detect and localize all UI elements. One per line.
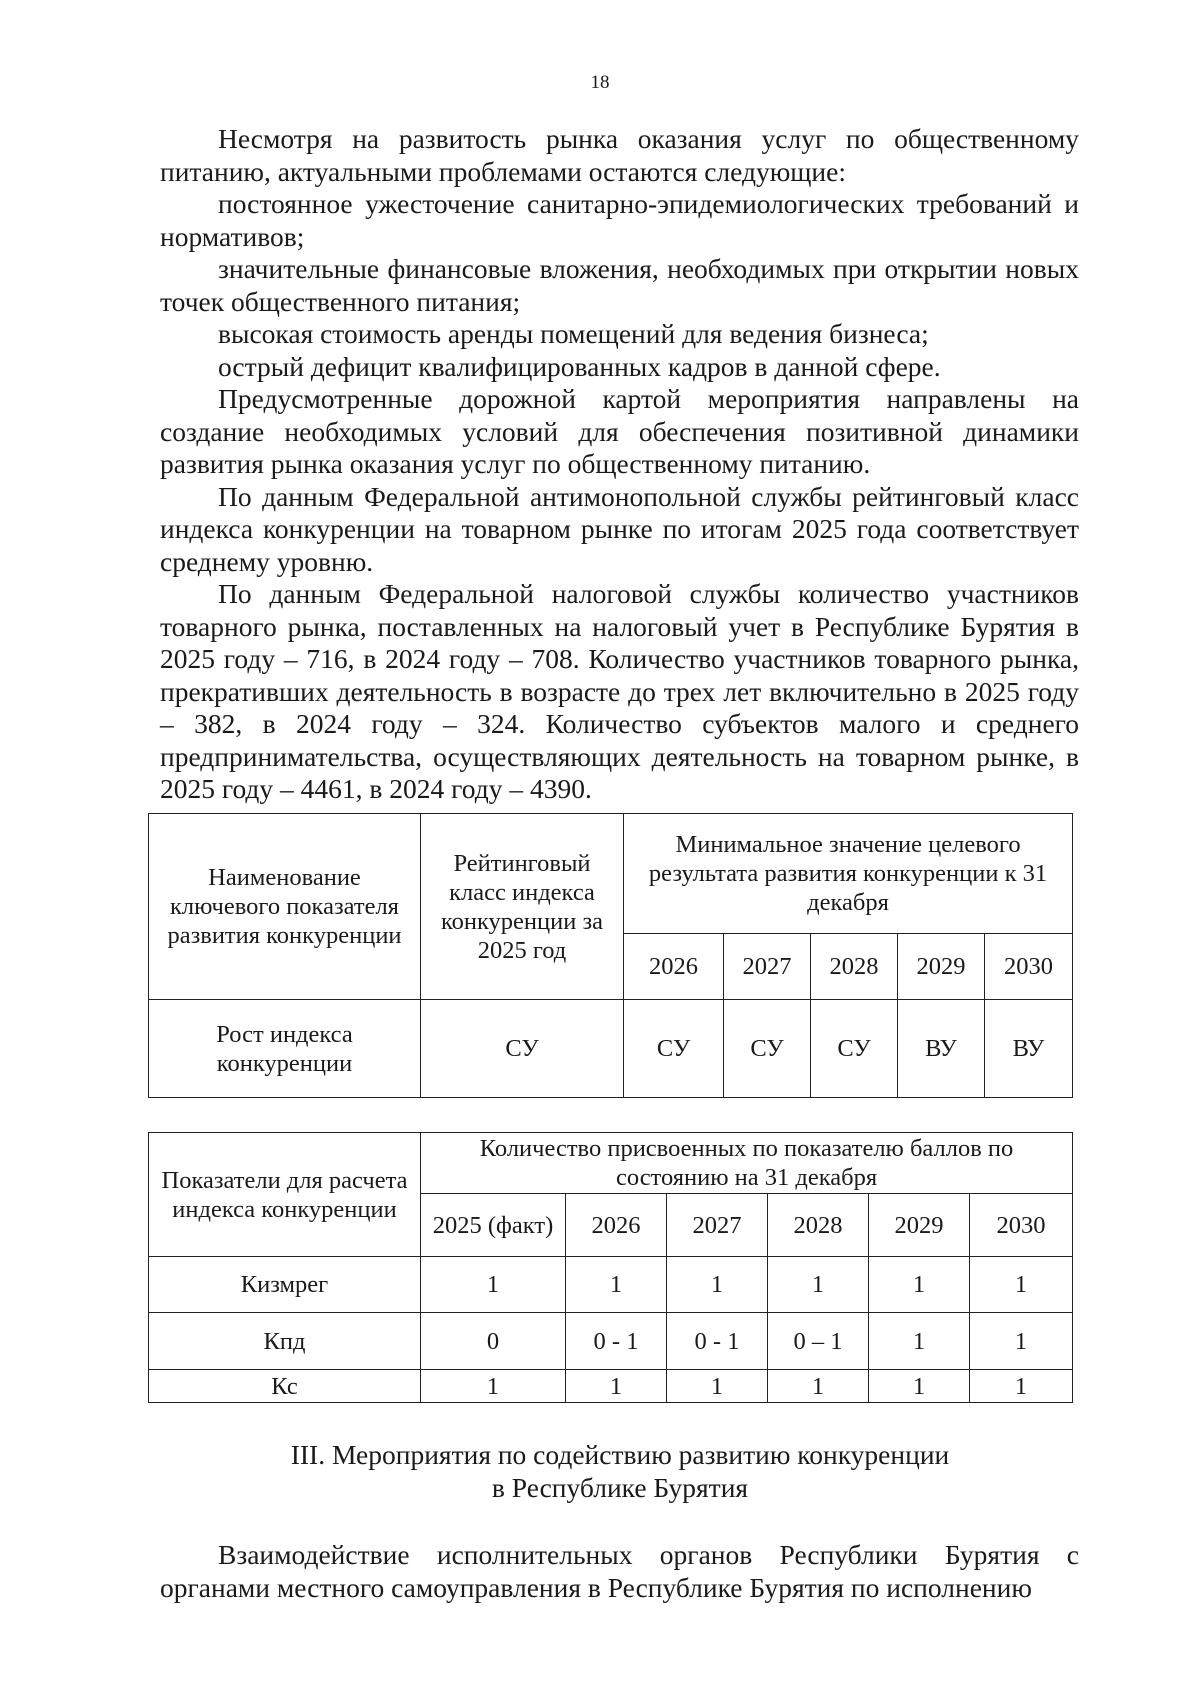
competition-index-points-table <box>148 1132 1073 1403</box>
value-cell: 1 <box>421 1257 566 1313</box>
value-cell: 1 <box>869 1313 970 1370</box>
table-row <box>149 1257 1073 1313</box>
paragraph: Взаимодействие исполнительных органов Республики Бурятия с органами местного самоуправления в Республике Бурятия по исполнению <box>160 1539 1079 1603</box>
value-cell: 1 <box>869 1257 970 1313</box>
year-header: 2026 <box>566 1194 667 1257</box>
value-cell: 1 <box>566 1257 667 1313</box>
value-cell: СУ <box>624 1000 724 1098</box>
table-header-cell: Наименование ключевого показателя развития конкуренции <box>149 814 421 1000</box>
value-cell: СУ <box>724 1000 811 1098</box>
rating-cell: СУ <box>421 1000 624 1098</box>
table-header-cell: Рейтинговый класс индекса конкуренции за 2025 год <box>421 814 624 1000</box>
section-heading-line: в Республике Бурятия <box>491 1472 749 1503</box>
paragraph: По данным Федеральной налоговой службы количество участников товарного рынка, поставленных на налоговый учет в Республике Бурятия в 2025 году – 716, в 2024 году – 708. Количество участников товарного рынка, прекративших деятельность в возрасте до трех лет включительно в 2025 году – 382, в 2024 году – 324. Количество субъектов малого и среднего предпринимательства, осуществляющих деятельность на товарном рынке, в 2025 году – 4461, в 2024 году – 4390. <box>160 578 1079 804</box>
value-cell: 1 <box>768 1257 869 1313</box>
indicator-name: Кпд <box>149 1313 421 1370</box>
year-header: 2028 <box>768 1194 869 1257</box>
indicator-name: Кизмрег <box>149 1257 421 1313</box>
table-row <box>149 1313 1073 1370</box>
value-cell: 1 <box>768 1370 869 1403</box>
value-cell: ВУ <box>898 1000 985 1098</box>
value-cell: 0 – 1 <box>768 1313 869 1370</box>
value-cell: 1 <box>667 1370 768 1403</box>
indicator-name: Рост индекса конкуренции <box>149 1000 421 1098</box>
paragraph: значительные финансовые вложения, необходимых при открытии новых точек общественного питания; <box>160 253 1079 317</box>
value-cell: 1 <box>970 1257 1073 1313</box>
value-cell: 1 <box>869 1370 970 1403</box>
table-row <box>149 1370 1073 1403</box>
value-cell: 0 <box>421 1313 566 1370</box>
value-cell: СУ <box>811 1000 898 1098</box>
paragraph: По данным Федеральной антимонопольной службы рейтинговый класс индекса конкуренции на товарном рынке по итогам 2025 года соответствует среднему уровню. <box>160 480 1079 577</box>
value-cell: 1 <box>566 1370 667 1403</box>
year-header: 2026 <box>624 934 724 1000</box>
paragraph: Несмотря на развитость рынка оказания услуг по общественному питанию, актуальными проблемами остаются следующие: <box>160 123 1079 187</box>
value-cell: 1 <box>970 1370 1073 1403</box>
table-header-cell: Количество присвоенных по показателю баллов по состоянию на 31 декабря <box>421 1133 1073 1194</box>
paragraph: постоянное ужесточение санитарно-эпидемиологических требований и нормативов; <box>160 188 1079 252</box>
table-header-cell: Минимальное значение целевого результата развития конкуренции к 31 декабря <box>624 814 1073 934</box>
section-heading-line: III. Мероприятия по содействию развитию конкуренции <box>290 1439 950 1470</box>
body-text <box>160 123 1079 806</box>
value-cell: 1 <box>667 1257 768 1313</box>
body-text-tail <box>160 1539 1079 1604</box>
table-row <box>149 1000 1073 1098</box>
section-heading <box>0 1438 1200 1504</box>
value-cell: 0 - 1 <box>667 1313 768 1370</box>
value-cell: ВУ <box>985 1000 1073 1098</box>
value-cell: 1 <box>970 1313 1073 1370</box>
year-header: 2028 <box>811 934 898 1000</box>
paragraph: Предусмотренные дорожной картой мероприятия направлены на создание необходимых условий для обеспечения позитивной динамики развития рынка оказания услуг по общественному питанию. <box>160 383 1079 479</box>
year-header: 2025 (факт) <box>421 1194 566 1257</box>
year-header: 2030 <box>985 934 1073 1000</box>
value-cell: 1 <box>421 1370 566 1403</box>
year-header: 2027 <box>667 1194 768 1257</box>
year-header: 2029 <box>898 934 985 1000</box>
year-header: 2029 <box>869 1194 970 1257</box>
indicator-name: Кс <box>149 1370 421 1403</box>
paragraph: острый дефицит квалифицированных кадров в данной сфере. <box>218 350 941 382</box>
year-header: 2030 <box>970 1194 1073 1257</box>
page-number: 18 <box>590 72 610 93</box>
paragraph: высокая стоимость аренды помещений для ведения бизнеса; <box>218 318 929 349</box>
competition-target-table <box>148 813 1073 1098</box>
year-header: 2027 <box>724 934 811 1000</box>
value-cell: 0 - 1 <box>566 1313 667 1370</box>
table-header-cell: Показатели для расчета индекса конкуренции <box>149 1133 421 1257</box>
